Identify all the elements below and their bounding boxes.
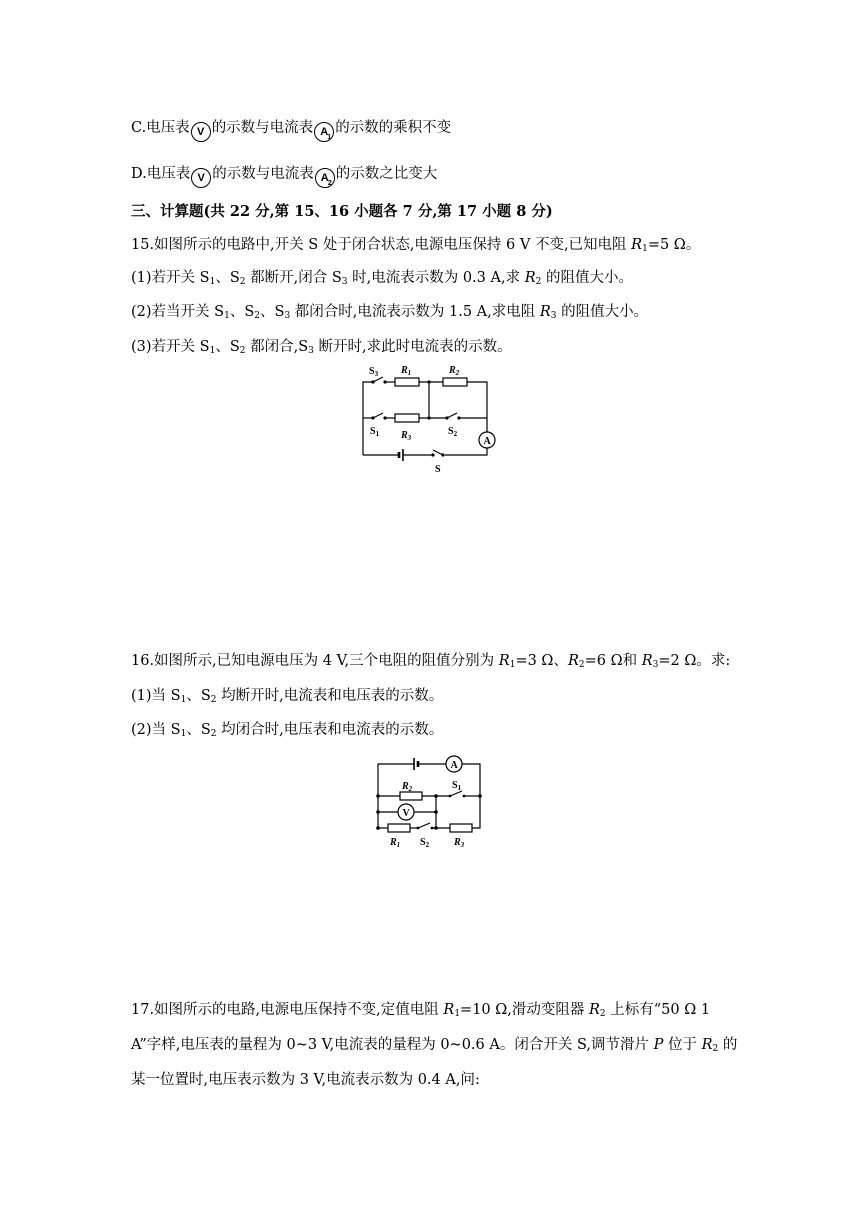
section-title: 三、计算题(共 22 分,第 15、16 小题各 7 分,第 17 小题 8 分) (131, 203, 553, 220)
label-s1: $S_1$ (370, 426, 380, 438)
q16-part-1: (1)当 $S_1$、$S_2$ 均断开时,电流表和电压表的示数。 (131, 688, 444, 705)
q15-part-3: (3)若开关 $S_1$、$S_2$ 都闭合$,S_3$ 断开时,求此时电流表的示数。 (131, 339, 512, 356)
q17-line-3: 某一位置时,电压表示数为 3 V,电流表示数为 0.4 A,问: (131, 1072, 480, 1088)
q16-circuit-diagram (370, 752, 490, 852)
label-r1: $R_1$ (401, 365, 412, 377)
voltmeter-label: V (402, 808, 410, 819)
q14-option-d: D.电压表 V 的示数与电流表 A 2 的示数之比变大 (131, 166, 438, 187)
q15-part-1: (1)若开关 $S_1$、$S_2$ 都断开,闭合 $S_3$ 时,电流表示数为 0.3 A,求 $R_2$ 的阻值大小。 (131, 270, 633, 287)
voltmeter-icon: V (191, 122, 211, 142)
label-r3: $R_3$ (401, 430, 412, 442)
label-r2: $R_2$ (402, 781, 413, 793)
label-s1: $S_1$ (452, 780, 462, 792)
ammeter-label: A (483, 436, 491, 447)
ammeter-icon: A 2 (315, 168, 335, 188)
label-s: S (435, 464, 441, 475)
label-s2: $S_2$ (448, 426, 458, 438)
label-r3: $R_3$ (454, 837, 465, 849)
q16-part-2: (2)当 $S_1$、$S_2$ 均闭合时,电压表和电流表的示数。 (131, 722, 444, 739)
label-s2: $S_2$ (420, 837, 430, 849)
label-r1: $R_1$ (390, 837, 401, 849)
q17-line-1: 17.如图所示的电路,电源电压保持不变,定值电阻 $R_1=10$ Ω,滑动变阻器 $R_2$ 上标有“50 Ω 1 (131, 1002, 711, 1019)
ammeter-icon: A 1 (314, 122, 334, 142)
q16-stem: 16.如图所示,已知电源电压为 4 V,三个电阻的阻值分别为 $R_1=3$ Ω、$R_2=6$ Ω和 $R_3=2$ Ω。求: (131, 653, 731, 670)
q15-part-2: (2)若当开关 $S_1$、$S_2$、$S_3$ 都闭合时,电流表示数为 1.5 A,求电阻 $R_3$ 的阻值大小。 (131, 304, 649, 321)
q14-option-c: C.电压表 V 的示数与电流表 A 1 的示数的乘积不变 (131, 120, 452, 141)
ammeter-label: A (450, 760, 458, 771)
label-r2: $R_2$ (449, 365, 460, 377)
q15-stem: 15.如图所示的电路中,开关 S 处于闭合状态,电源电压保持 6 V 不变,已知电阻 $R_1=5$ Ω。 (131, 237, 701, 254)
label-s3: $S_3$ (369, 366, 379, 378)
voltmeter-icon: V (191, 168, 211, 188)
q17-line-2: A”字样,电压表的量程为 0~3 V,电流表的量程为 0~0.6 A。闭合开关 S,调节滑片 P 位于 $R_2$ 的 (131, 1037, 738, 1054)
q15-circuit-diagram (355, 360, 505, 480)
